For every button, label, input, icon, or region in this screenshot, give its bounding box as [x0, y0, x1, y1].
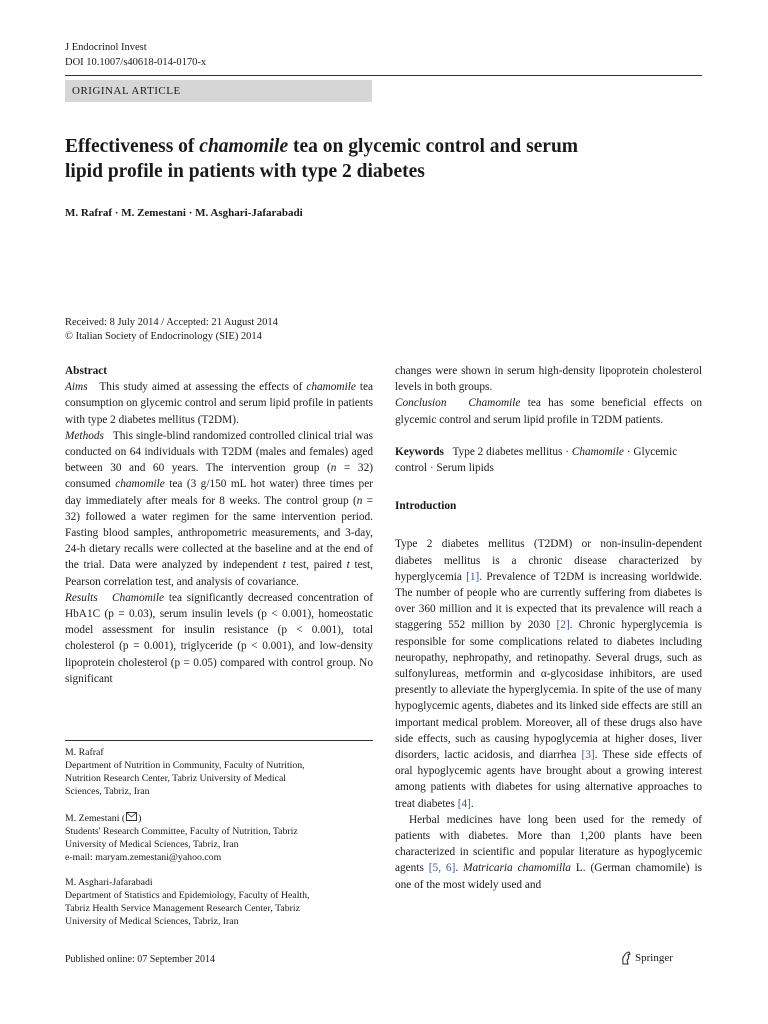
email-envelope-icon: [126, 812, 137, 821]
citation-link[interactable]: [5, 6]: [428, 862, 456, 875]
abstract-methods: Methods This single-blind randomized controlled clinical trial was conducted on 64 individuals with T2DM (males and females) aged between 30 and 60 years. The intervention group (n = 32) consumed chamomile tea (3 g/150 mL hot water) three times per day immediately after meals for 8 weeks. The control group (n = 32) followed a water regimen for the same intervention period. Fasting blood samples, anthropometric measurements, and 3-day, 24-h dietary recalls were collected at the baseline and at the end of the trial. Data were analyzed by independent t test, paired t test, Pearson correlation test, and analysis of covariance.: [65, 429, 373, 588]
author-list: M. Rafraf · M. Zemestani · M. Asghari-Jafarabadi: [65, 207, 303, 219]
published-online: Published online: 07 September 2014: [65, 954, 215, 965]
article-dates: [65, 316, 278, 344]
journal-name: J Endocrinol Invest: [65, 42, 147, 53]
journal-header: [65, 40, 206, 70]
abstract-heading: Abstract: [65, 365, 108, 377]
citation-link[interactable]: [4]: [457, 797, 471, 810]
publisher-logo: [620, 951, 673, 965]
right-column: [395, 363, 702, 893]
affiliation-rule: [65, 740, 373, 741]
citation-link[interactable]: [3]: [581, 749, 595, 762]
abstract-aims: Aims This study aimed at assessing the effects of chamomile tea consumption on glycemic control and serum lipid profile in patients with type 2 diabetes mellitus (T2DM).: [65, 381, 373, 426]
springer-horse-icon: [620, 951, 632, 965]
citation-link[interactable]: [2]: [556, 619, 570, 632]
article-title: Effectiveness of chamomile tea on glycemic control and serum lipid profile in patients with type 2 diabetes: [65, 136, 579, 182]
copyright: © Italian Society of Endocrinology (SIE) 2014: [65, 331, 262, 342]
header-rule: [65, 75, 702, 76]
publisher-name: Springer: [635, 952, 673, 964]
affiliation-asghari: M. Asghari-Jafarabadi Department of Statistics and Epidemiology, Faculty of Health, Tabriz Health Service Management Research Center, Tabriz University of Medical Sciences, Tabriz, Iran: [65, 877, 310, 927]
abstract-section: [65, 363, 373, 687]
abstract-results-continued: changes were shown in serum high-density lipoprotein cholesterol levels in both groups.: [395, 365, 702, 394]
abstract-results: Results Chamomile tea significantly decreased concentration of HbA1C (p = 0.03), serum insulin levels (p < 0.001), homeostatic model assessment for insulin resistance (p < 0.001), total cholesterol (p = 0.001), triglyceride (p < 0.001), and low-density lipoprotein cholesterol (p = 0.05) compared with control group. No significant: [65, 591, 373, 685]
introduction-paragraph-1: Type 2 diabetes mellitus (T2DM) or non-insulin-dependent diabetes mellitus is a chronic disease characterized by hyperglycemia [1]. Prevalence of T2DM is increasing worldwide. The number of people who are currently suffering from diabetes is over 360 million and it is expected that its prevalence will reach a staggering 552 million by 2030 [2]. Chronic hyperglycemia is responsible for some complications related to diabetes including neuropathy, nephropathy, and retinopathy. Several drugs, such as sulfonylureas, metformin and α-glycosidase inhibitors, are used presently to alleviate the hyperglycemia. In spite of the use of many hypoglycemic agents, diabetes and its linked side effects are still an important medical problem. Moreover, all of these drugs also have side effects, such as causing hypoglycemia at higher doses, liver disorders, lactic acidosis, and diarrhea [3]. These side effects of oral hypoglycemic agents have brought about a growing interest among patients with diabetes for using alternative approaches to treat diabetes [4].: [395, 538, 702, 810]
doi: DOI 10.1007/s40618-014-0170-x: [65, 57, 207, 68]
introduction-paragraph-2: Herbal medicines have long been used for the remedy of patients with diabetes. More than 1,200 plants have been characterized in scientific and popular literature as hypoglycemic agents [5, 6]. Matricaria chamomilla L. (German chamomile) is one of the most widely used and: [395, 813, 702, 891]
received-accepted: Received: 8 July 2014 / Accepted: 21 August 2014: [65, 317, 278, 328]
introduction-heading: Introduction: [395, 500, 457, 513]
abstract-conclusion: Conclusion Chamomile tea has some beneficial effects on glycemic control and serum lipid profile in T2DM patients.: [395, 397, 702, 426]
citation-link[interactable]: [1]: [466, 570, 480, 583]
affiliation-zemestani: M. Zemestani ( ) Students' Research Committee, Faculty of Nutrition, Tabriz University of Medical Sciences, Tabriz, Iran e-mail: maryam.zemestani@yahoo.com: [65, 812, 373, 864]
keywords: Keywords Type 2 diabetes mellitus · Chamomile · Glycemic control · Serum lipids: [395, 445, 678, 475]
article-type-banner: ORIGINAL ARTICLE: [65, 80, 372, 102]
affiliation-rafraf: M. Rafraf Department of Nutrition in Community, Faculty of Nutrition, Nutrition Research Center, Tabriz University of Medical Sciences, Tabriz, Iran: [65, 747, 305, 797]
email-link[interactable]: e-mail: maryam.zemestani@yahoo.com: [65, 852, 222, 863]
